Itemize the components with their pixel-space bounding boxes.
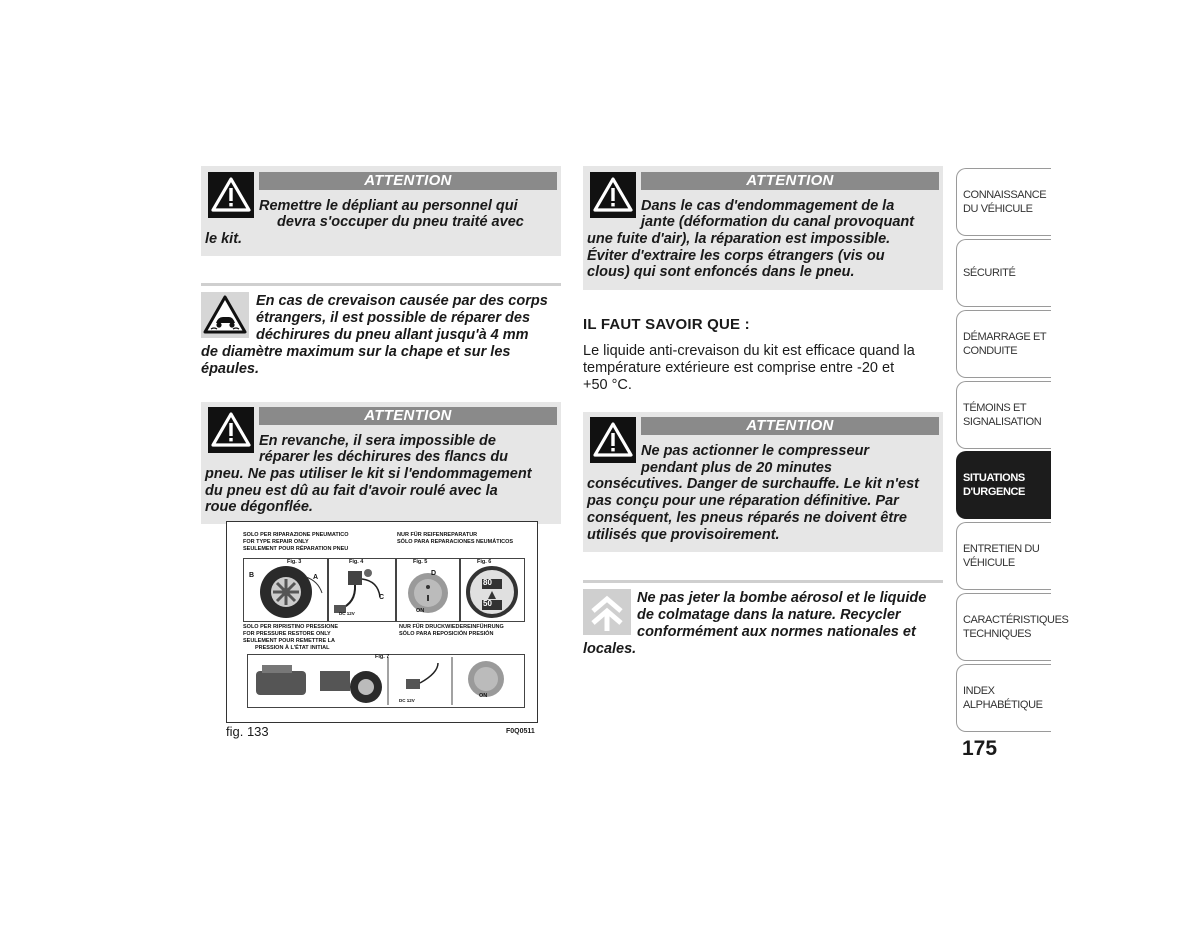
warning-box-2 — [201, 402, 561, 524]
tab-entretien[interactable] — [956, 522, 1051, 590]
warning-line: conséquent, les pneus réparés ne doivent être — [587, 510, 907, 526]
warning-header: ATTENTION — [641, 172, 939, 190]
note-line: de colmatage dans la nature. Recycler — [637, 607, 901, 623]
figure-caption: fig. 133 — [226, 724, 269, 739]
warning-header: ATTENTION — [259, 407, 557, 425]
recycle-chevron-icon — [583, 589, 631, 635]
fig-number: Fig. 4 — [349, 559, 364, 565]
note-line: locales. — [583, 641, 637, 657]
warning-line: une fuite d'air), la réparation est impossible. — [587, 231, 891, 247]
fig-letter: C — [379, 594, 385, 601]
fig-on-label: ON — [416, 608, 425, 614]
note-line: étrangers, il est possible de réparer des — [256, 310, 531, 326]
warning-line: du pneu est dû au fait d'avoir roulé avec la — [205, 483, 498, 499]
warning-triangle-icon — [208, 407, 254, 453]
divider — [201, 283, 561, 286]
warning-triangle-icon — [590, 417, 636, 463]
warning-line: En revanche, il sera impossible de — [259, 433, 496, 449]
warning-header: ATTENTION — [641, 417, 939, 435]
fig-label: NUR FÜR REIFENREPARATUR — [397, 532, 478, 538]
section-line: +50 °C. — [583, 377, 632, 393]
fig-number: Fig. 7 — [375, 654, 390, 660]
note-environment — [583, 587, 948, 667]
warning-box-3 — [583, 166, 943, 290]
fig-label: FOR TYPE REPAIR ONLY — [243, 539, 309, 545]
note-line: de diamètre maximum sur la chape et sur les — [201, 344, 511, 360]
warning-line: pendant plus de 20 minutes — [641, 460, 832, 476]
figure-133 — [226, 521, 538, 723]
fig-label: SOLO PER RIPRISTINO PRESSIONE — [243, 624, 339, 630]
section-line: Le liquide anti-crevaison du kit est efficace quand la — [583, 343, 915, 359]
fig-label: FOR PRESSURE RESTORE ONLY — [243, 631, 331, 637]
car-skid-icon — [201, 292, 249, 338]
tab-demarrage[interactable] — [956, 310, 1051, 378]
divider — [583, 580, 943, 583]
note-line: conformément aux normes nationales et — [637, 624, 916, 640]
fig-number: Fig. 6 — [477, 559, 492, 565]
warning-line: roue dégonflée. — [205, 499, 313, 515]
tab-securite[interactable] — [956, 239, 1051, 307]
tab-label: CARACTÉRISTIQUES TECHNIQUES — [963, 614, 1069, 640]
tab-label: SITUATIONS D'URGENCE — [963, 472, 1025, 498]
fig-letter: B — [249, 572, 255, 579]
warning-line: utilisés que provisoirement. — [587, 527, 780, 543]
tab-label: CONNAISSANCE DU VÉHICULE — [963, 189, 1047, 215]
fig-voltage: DC 12V — [399, 698, 415, 703]
tab-caracteristiques[interactable] — [956, 593, 1069, 661]
fig-letter: D — [431, 570, 437, 577]
fig-on-label: ON — [479, 693, 488, 699]
page-number: 175 — [962, 737, 998, 760]
warning-box-1 — [201, 166, 561, 256]
warning-header: ATTENTION — [259, 172, 557, 190]
warning-line: pas conçu pour une réparation définitive. Par — [587, 493, 899, 509]
fig-label: SOLO PER RIPARAZIONE PNEUMATICO — [243, 532, 349, 538]
warning-line: jante (déformation du canal provoquant — [641, 214, 915, 230]
figure-code: F0Q0511 — [506, 728, 535, 735]
warning-triangle-icon — [590, 172, 636, 218]
warning-line: consécutives. Danger de surchauffe. Le kit n'est — [587, 476, 919, 492]
section-heading: IL FAUT SAVOIR QUE : — [583, 316, 750, 333]
note-line: Ne pas jeter la bombe aérosol et le liquide — [637, 590, 927, 606]
fig-number: Fig. 3 — [287, 559, 302, 565]
note-line: épaules. — [201, 361, 260, 377]
tab-label: TÉMOINS ET SIGNALISATION — [963, 402, 1042, 428]
note-car — [201, 290, 561, 385]
fig-label: SÓLO PARA REPARACIONES NEUMÁTICOS — [397, 539, 514, 545]
fig-label: SÓLO PARA REPOSICIÓN PRESIÓN — [399, 631, 494, 637]
warning-line: clous) qui sont enfoncés dans le pneu. — [587, 264, 855, 280]
tab-label: SÉCURITÉ — [963, 267, 1016, 279]
note-line: En cas de crevaison causée par des corps — [256, 293, 548, 309]
fig-panel-hose — [327, 558, 397, 622]
tab-temoins[interactable] — [956, 381, 1051, 449]
fig-label: SEULEMENT POUR RÉPARATION PNEU — [243, 546, 349, 552]
fig-number: Fig. 5 — [413, 559, 428, 565]
tab-label: ENTRETIEN DU VÉHICULE — [963, 543, 1040, 569]
section-line: température extérieure est comprise entre -20 et — [583, 360, 895, 376]
warning-line: Remettre le dépliant au personnel qui — [259, 198, 518, 214]
note-line: déchirures du pneu allant jusqu'à 4 mm — [256, 327, 529, 343]
fig-dial-value: 80 — [483, 578, 492, 587]
tab-label: INDEX ALPHABÉTIQUE — [963, 685, 1043, 711]
warning-line: réparer les déchirures des flancs du — [259, 449, 509, 465]
warning-box-4 — [583, 412, 943, 552]
tab-situations-urgence[interactable] — [956, 451, 1051, 519]
warning-line: le kit. — [205, 231, 243, 247]
fig-voltage: DC 12V — [339, 611, 355, 616]
fig-label: NUR FÜR DRUCKWIEDEREINFÜHRUNG — [399, 624, 504, 630]
warning-line: devra s'occuper du pneu traité avec — [277, 214, 524, 230]
tab-index[interactable] — [956, 664, 1051, 732]
warning-line: Dans le cas d'endommagement de la — [641, 198, 895, 214]
warning-triangle-icon — [208, 172, 254, 218]
fig-panel-switch — [395, 558, 461, 622]
fig-letter: A — [313, 574, 319, 581]
warning-line: Éviter d'extraire les corps étrangers (vis ou — [587, 248, 885, 264]
fig-label: PRESSION À L'ÉTAT INITIAL — [255, 645, 330, 651]
fig-dial-value: 50 — [483, 599, 492, 608]
tab-connaissance[interactable] — [956, 168, 1051, 236]
warning-line: Ne pas actionner le compresseur — [641, 443, 870, 459]
tab-label: DÉMARRAGE ET CONDUITE — [963, 331, 1047, 357]
fig-panel-gauge — [459, 558, 525, 622]
fig-panel-tire — [243, 558, 329, 622]
warning-line: pneu. Ne pas utiliser le kit si l'endommagement — [205, 466, 532, 482]
fig-label: SEULEMENT POUR REMETTRE LA — [243, 638, 335, 644]
